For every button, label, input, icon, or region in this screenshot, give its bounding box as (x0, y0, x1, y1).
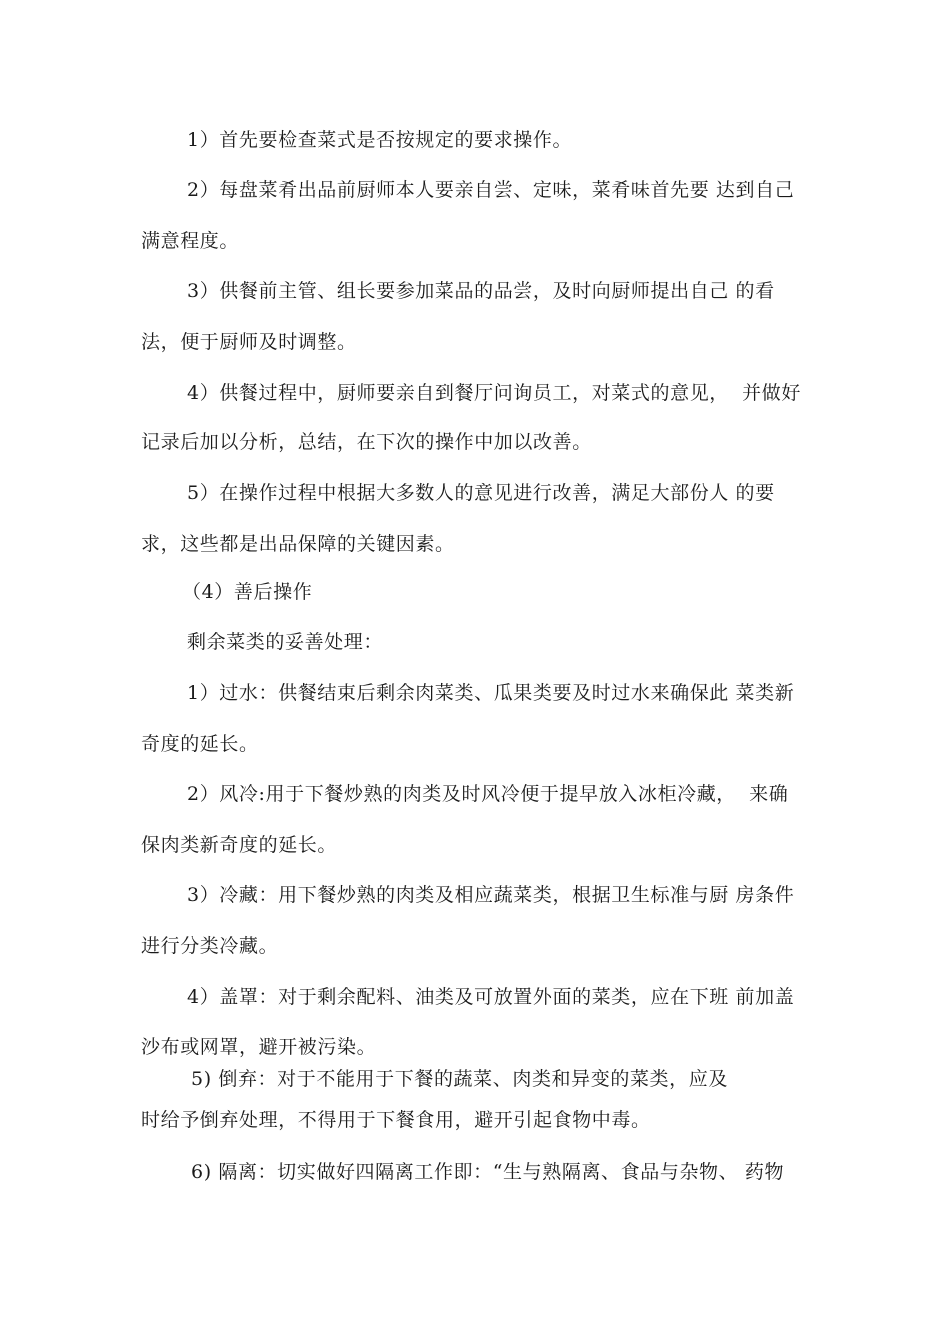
text-line: 6) 隔离：切实做好四隔离工作即：“生与熟隔离、食品与杂物、 药物 (191, 1161, 785, 1183)
text-line: 记录后加以分析，总结，在下次的操作中加以改善。 (141, 431, 592, 453)
text-line: 求，这些都是出品保障的关键因素。 (141, 533, 455, 555)
text-line: 1）过水：供餐结束后剩余肉菜类、瓜果类要及时过水来确保此 菜类新 (187, 682, 795, 704)
text-line: 4）供餐过程中，厨师要亲自到餐厅问询员工，对菜式的意见， 并做好 (187, 382, 801, 404)
text-line: 奇度的延长。 (141, 733, 259, 755)
text-line: 进行分类冷藏。 (141, 935, 279, 957)
text-line: 1）首先要检查菜式是否按规定的要求操作。 (187, 129, 573, 151)
text-line: 3）供餐前主管、组长要参加菜品的品尝，及时向厨师提出自己 的看 (187, 280, 775, 302)
text-line: 满意程度。 (141, 230, 240, 252)
text-line: 法，便于厨师及时调整。 (141, 331, 357, 353)
text-line: 3）冷藏：用下餐炒熟的肉类及相应蔬菜类，根据卫生标准与厨 房条件 (187, 884, 795, 906)
text-line: 保肉类新奇度的延长。 (141, 834, 338, 856)
text-line: 2）每盘菜肴出品前厨师本人要亲自尝、定味，菜肴味首先要 达到自己 (187, 179, 795, 201)
text-line: 2）风冷:用于下餐炒熟的肉类及时风冷便于提早放入冰柜冷藏， 来确 (187, 783, 789, 805)
text-line: 4）盖罩：对于剩余配料、油类及可放置外面的菜类，应在下班 前加盖 (187, 986, 795, 1008)
text-line: 沙布或网罩，避开被污染。 (141, 1036, 377, 1058)
text-line: 时给予倒弃处理，不得用于下餐食用，避开引起食物中毒。 (141, 1109, 651, 1131)
text-line: 5）在操作过程中根据大多数人的意见进行改善，满足大部份人 的要 (187, 482, 775, 504)
text-line: 5) 倒弃：对于不能用于下餐的蔬菜、肉类和异变的菜类，应及 (191, 1068, 728, 1090)
section-heading: （4）善后操作 (182, 581, 313, 603)
text-line: 剩余菜类的妥善处理： (187, 631, 384, 653)
